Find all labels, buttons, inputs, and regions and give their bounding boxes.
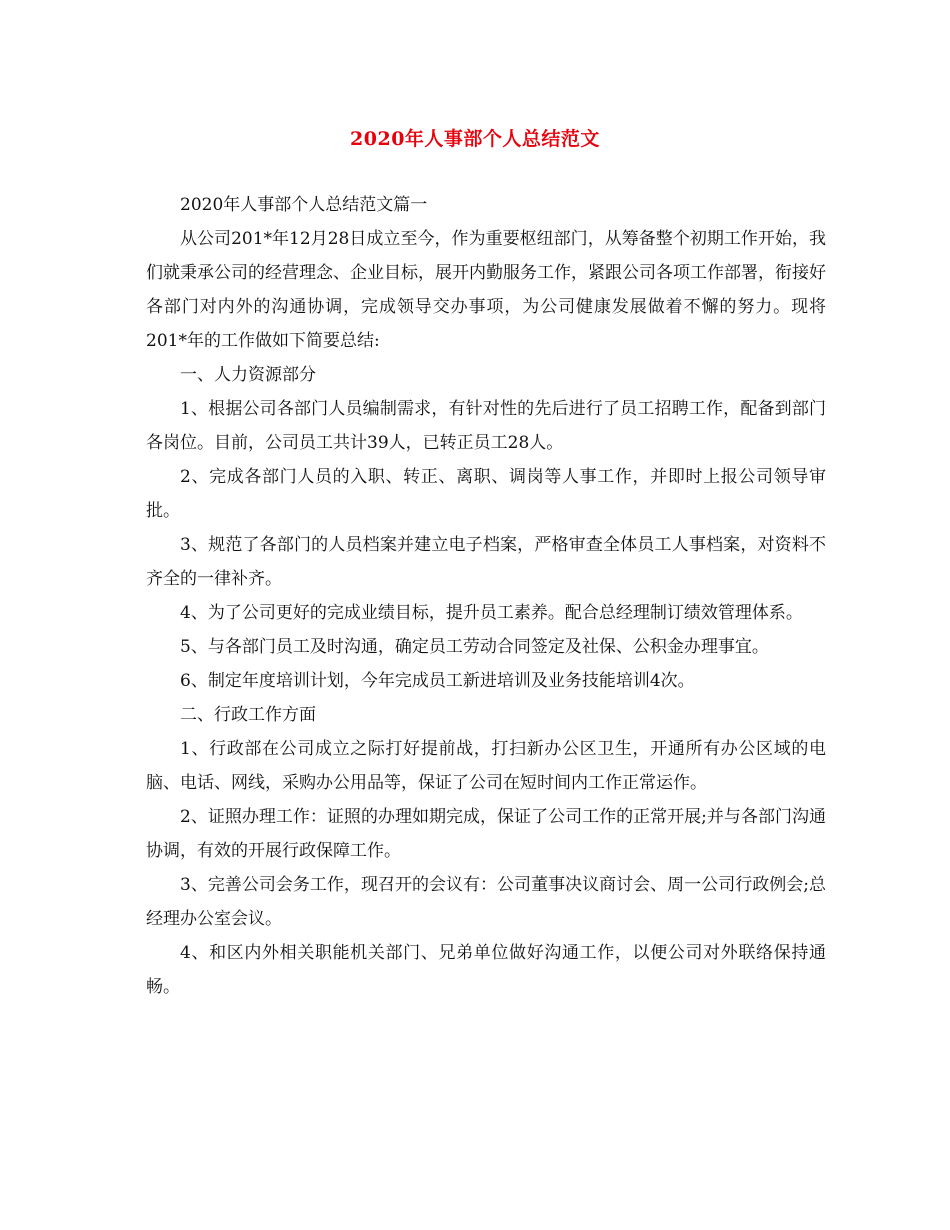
section-heading-hr: 一、人力资源部分 bbox=[180, 365, 316, 385]
admin-item-4: 4、和区内外相关职能机关部门、兄弟单位做好沟通工作，以便公司对外联络保持通畅。 bbox=[146, 943, 826, 997]
hr-item-1: 1、根据公司各部门人员编制需求，有针对性的先后进行了员工招聘工作，配备到部门各岗位。目前，公司员工共计39人，已转正员工28人。 bbox=[146, 399, 826, 453]
document-body bbox=[146, 188, 826, 1004]
intro-paragraph: 从公司201*年12月28日成立至今，作为重要枢纽部门，从筹备整个初期工作开始，我们就秉承公司的经营理念、企业目标，展开内勤服务工作，紧跟公司各项工作部署，衔接好各部门对内外的沟通协调，完成领导交办事项，为公司健康发展做着不懈的努力。现将201*年的工作做如下简要总结: bbox=[146, 229, 826, 351]
section-heading-admin: 二、行政工作方面 bbox=[180, 705, 316, 725]
hr-item-6: 6、制定年度培训计划，今年完成员工新进培训及业务技能培训4次。 bbox=[180, 671, 695, 691]
section-heading-article: 2020年人事部个人总结范文篇一 bbox=[180, 195, 428, 215]
hr-item-3: 3、规范了各部门的人员档案并建立电子档案，严格审查全体员工人事档案，对资料不齐全的一律补齐。 bbox=[146, 535, 826, 589]
hr-item-5: 5、与各部门员工及时沟通，确定员工劳动合同签定及社保、公积金办理事宜。 bbox=[180, 637, 769, 657]
hr-item-2: 2、完成各部门人员的入职、转正、离职、调岗等人事工作，并即时上报公司领导审批。 bbox=[146, 467, 826, 521]
admin-item-2: 2、证照办理工作：证照的办理如期完成，保证了公司工作的正常开展;并与各部门沟通协调，有效的开展行政保障工作。 bbox=[146, 807, 826, 861]
document-title: 2020年人事部个人总结范文 bbox=[350, 128, 600, 150]
hr-item-4: 4、为了公司更好的完成业绩目标，提升员工素养。配合总经理制订绩效管理体系。 bbox=[180, 603, 803, 623]
admin-item-3: 3、完善公司会务工作，现召开的会议有：公司董事决议商讨会、周一公司行政例会;总经理办公室会议。 bbox=[146, 875, 826, 929]
admin-item-1: 1、行政部在公司成立之际打好提前战，打扫新办公区卫生，开通所有办公区域的电脑、电话、网线，采购办公用品等，保证了公司在短时间内工作正常运作。 bbox=[146, 739, 826, 793]
